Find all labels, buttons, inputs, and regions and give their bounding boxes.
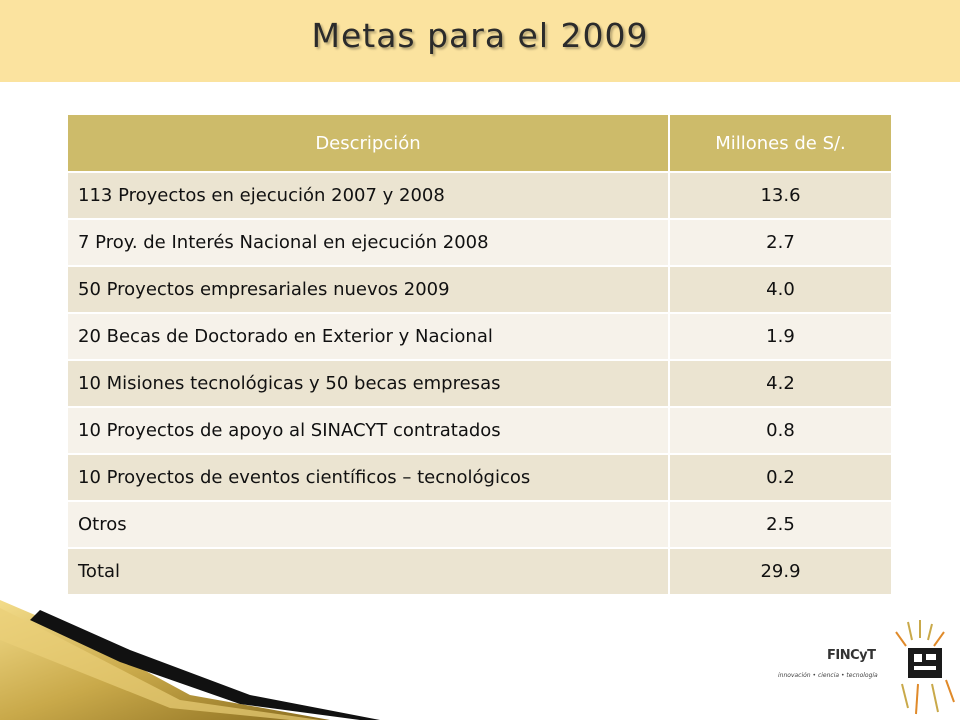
cell-descripcion: 10 Proyectos de apoyo al SINACYT contratados: [68, 407, 669, 454]
cell-millones: 0.2: [669, 454, 891, 501]
cell-descripcion: 50 Proyectos empresariales nuevos 2009: [68, 266, 669, 313]
table-row: [68, 219, 891, 266]
cell-descripcion: 113 Proyectos en ejecución 2007 y 2008: [68, 172, 669, 219]
table-row: [68, 266, 891, 313]
cell-millones: 2.5: [669, 501, 891, 548]
slide-title: Metas para el 2009: [311, 16, 649, 55]
table-row-total: [68, 548, 891, 594]
table-header-row: [68, 115, 891, 172]
cell-millones: 4.0: [669, 266, 891, 313]
cell-descripcion: Total: [68, 548, 669, 594]
decorative-swoosh: [0, 600, 380, 720]
table-row: [68, 407, 891, 454]
cell-millones: 2.7: [669, 219, 891, 266]
cell-descripcion: 20 Becas de Doctorado en Exterior y Nacional: [68, 313, 669, 360]
cell-millones: 13.6: [669, 172, 891, 219]
cell-millones: 0.8: [669, 407, 891, 454]
fincyt-emblem-icon: [888, 618, 958, 718]
logo-name: FINCyT: [827, 648, 876, 663]
cell-descripcion: 10 Proyectos de eventos científicos – tecnológicos: [68, 454, 669, 501]
cell-descripcion: 10 Misiones tecnológicas y 50 becas empresas: [68, 360, 669, 407]
logo-tagline: innovación • ciencia • tecnología: [778, 672, 878, 679]
table-row: [68, 172, 891, 219]
cell-millones: 4.2: [669, 360, 891, 407]
fincyt-logo: [770, 618, 960, 720]
cell-millones: 29.9: [669, 548, 891, 594]
cell-descripcion: Otros: [68, 501, 669, 548]
table-row: [68, 313, 891, 360]
cell-descripcion: 7 Proy. de Interés Nacional en ejecución 2008: [68, 219, 669, 266]
header-descripcion: Descripción: [68, 115, 669, 172]
table-row: [68, 454, 891, 501]
table-row: [68, 501, 891, 548]
cell-millones: 1.9: [669, 313, 891, 360]
goals-table: [68, 115, 891, 594]
table-row: [68, 360, 891, 407]
header-millones: Millones de S/.: [669, 115, 891, 172]
